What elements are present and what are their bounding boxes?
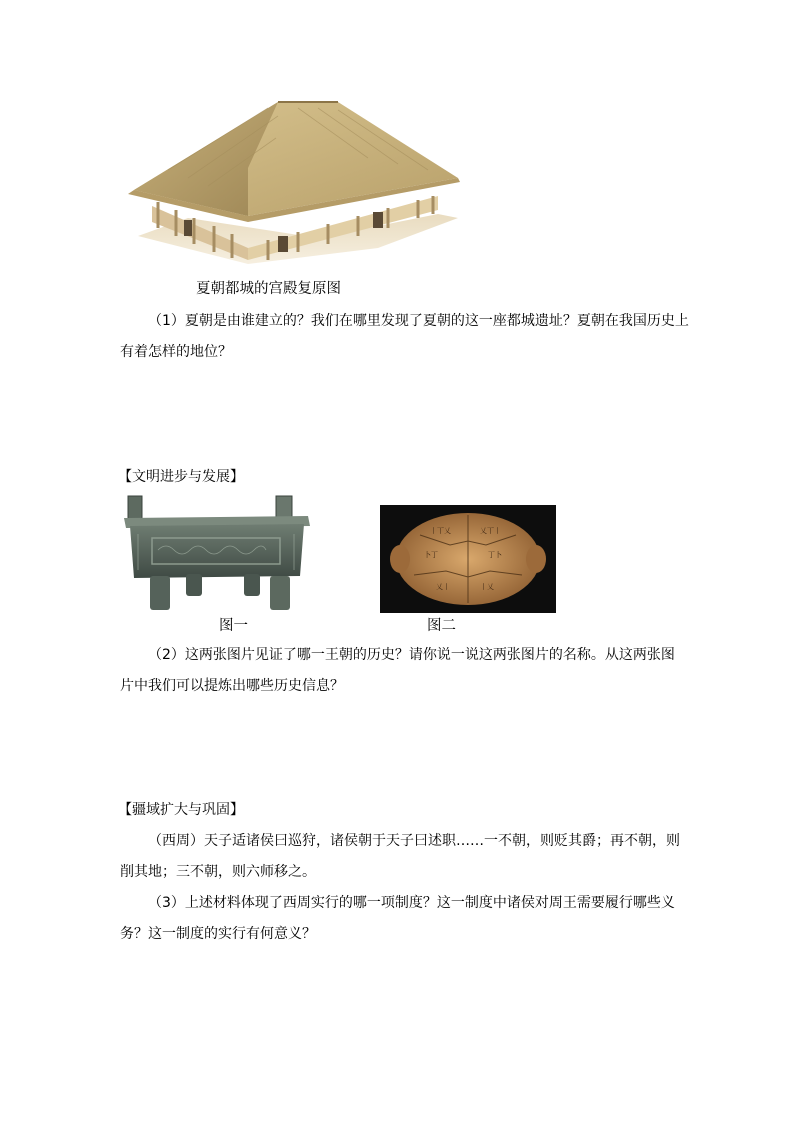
question-2-line-2: 片中我们可以提炼出哪些历史信息？ [120,678,344,694]
section-heading-civilization: 【文明进步与发展】 [118,469,244,485]
oracle-bone-shell-image [380,505,556,613]
svg-text:卜丁: 卜丁 [424,551,438,559]
question-1-line-1: （1）夏朝是由谁建立的？我们在哪里发现了夏朝的这一座都城遗址？夏朝在我国历史上 [148,313,689,329]
section-heading-territory: 【疆域扩大与巩固】 [118,802,244,818]
svg-text:乂丅丨: 乂丅丨 [480,527,501,535]
question-1-line-2: 有着怎样的地位？ [120,344,232,360]
question-3-line-2: 务？这一制度的实行有何意义？ [120,926,316,942]
figure-2-caption: 图二 [427,618,456,634]
bronze-ding-image [124,494,312,612]
svg-text:丨丅乂: 丨丅乂 [430,527,451,535]
palace-reconstruction-image [128,98,460,270]
figure-1-caption: 图一 [219,618,248,634]
svg-text:丨乂: 丨乂 [480,583,494,591]
svg-text:乂丨: 乂丨 [436,583,450,591]
question-2-line-1: （2）这两张图片见证了哪一王朝的历史？请你说一说这两张图片的名称。从这两张图 [148,647,675,663]
palace-figure-caption: 夏朝都城的宫殿复原图 [196,281,341,297]
question-3-line-1: （3）上述材料体现了西周实行的哪一项制度？这一制度中诸侯对周王需要履行哪些义 [148,895,675,911]
material-line-1: （西周）天子适诸侯曰巡狩，诸侯朝于天子曰述职……一不朝，则贬其爵；再不朝，则 [148,833,680,849]
material-line-2: 削其地；三不朝，则六师移之。 [120,864,316,880]
svg-text:丁卜: 丁卜 [488,551,502,559]
